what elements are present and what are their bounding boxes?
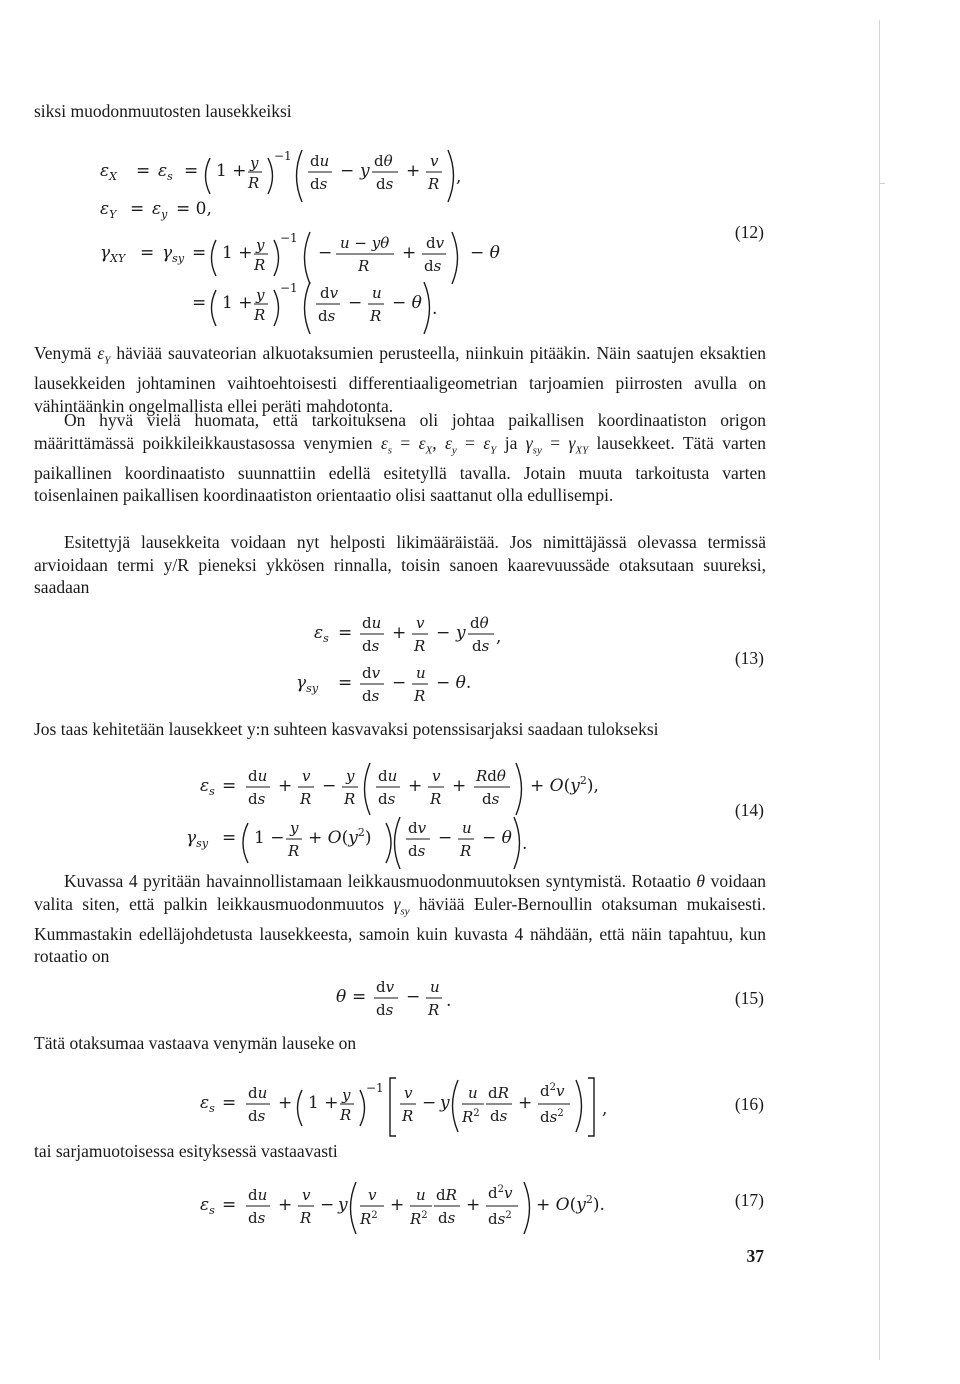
svg-text:du: du [248,1186,268,1204]
svg-text:dv: dv [426,234,445,252]
svg-text:dv: dv [376,978,395,996]
svg-text:,: , [456,167,462,187]
equation-12 [100,130,660,370]
svg-text:ds: ds [378,790,396,808]
svg-text:y: y [456,623,466,643]
svg-text:=: = [136,161,151,181]
svg-text:+: + [402,243,417,263]
svg-text:v: v [432,767,441,785]
svg-text:R: R [370,307,382,325]
page-number: 37 [746,1246,764,1266]
svg-text:γsy: $\gamma_{sy}$ [296,673,319,695]
svg-text:1 +: 1 + [222,243,253,263]
svg-text:εY: $\varepsilon_Y$ [100,199,117,221]
svg-text:dθ: dθ [374,152,393,170]
svg-text:y: y [360,161,370,181]
svg-text:−1: −1 [274,149,292,163]
svg-text:y: y [290,819,299,837]
equation-14 [186,755,656,870]
svg-text:εs: $\varepsilon_s$ [158,161,173,183]
paragraph-7: tai sarjamuotoisessa esityksessä vastaavasti [34,1141,338,1161]
svg-text:ds: ds [490,1107,508,1125]
svg-text:=: = [352,987,367,1007]
svg-text:εs: $\varepsilon_s$ [200,1093,215,1115]
svg-text:,: , [602,1099,608,1119]
svg-text:εs: $\varepsilon_s$ [200,776,215,798]
svg-text:ds: ds [248,1107,266,1125]
svg-text:=: = [338,673,353,693]
svg-text:+: + [406,161,421,181]
svg-text:−1: −1 [280,281,298,295]
svg-text:ds: ds [310,175,328,193]
svg-text:ds: ds [482,790,500,808]
svg-text:ds: ds [248,1209,266,1227]
svg-text:ds: ds [376,175,394,193]
svg-text:dθ: dθ [470,614,489,632]
equation-15 [336,966,476,1031]
svg-text:− θ: − θ [470,243,500,263]
svg-text:+: + [408,776,423,796]
svg-text:dR: dR [488,1084,509,1102]
svg-text:−: − [322,776,337,796]
svg-text:θ: θ [336,987,347,1007]
equation-number-14: (14) [734,800,764,820]
svg-text:=: = [140,243,155,263]
svg-text:+: + [390,1195,405,1215]
svg-text:R2: $R^2$ [360,1210,378,1228]
svg-text:v: v [430,152,439,170]
svg-text:dv: dv [362,664,381,682]
svg-text:.: . [432,299,438,319]
paragraph-4: Jos taas kehitetään lausekkeet y:n suhteen kasvavaksi potenssisarjaksi saadaan tulokseksi [34,719,659,739]
svg-text:+: + [278,776,293,796]
paragraph-6: Tätä otaksumaa vastaava venymän lauseke on [34,1033,357,1053]
svg-text:+: + [466,1195,481,1215]
svg-text:−: − [392,673,407,693]
svg-text:du: du [362,614,382,632]
svg-text:−: − [438,828,453,848]
equation-number-16: (16) [734,1094,764,1114]
svg-text:−: − [406,987,421,1007]
svg-text:R: R [460,842,472,860]
equation-13 [296,598,556,713]
svg-text:1 +: 1 + [308,1093,339,1113]
equation-16 [200,1068,620,1143]
svg-text:+: + [278,1093,293,1113]
svg-text:ds: ds [318,307,336,325]
paragraph-2: On hyvä vielä huomata, että tarkoituksena oli johtaa paikallisen koordinaatiston origon määrittämässä poikkileikkaustasossa venymien $\varepsilon_s = \varepsilon_X$, $\varepsilon_y = \varepsilon_Y$ ja $\gamma_{sy} = \gamma_{XY}$ lausekkeet. Tätä varten paikallinen koordinaatisto suunnattiin edellä esitetyllä tavalla. Jotain muuta tarkoitusta varten toisenlainen paikallisen koordinaatiston orientaatio olisi saattanut olla edullisempi. [34,410,766,505]
svg-text:R: R [430,790,442,808]
svg-text:εy: $\varepsilon_y$ [152,199,168,221]
svg-text:γXY: $\gamma_{XY}$ [100,243,126,265]
paragraph-3: Esitettyjä lausekkeita voidaan nyt helposti likimääräistää. Jos nimittäjässä olevassa termissä arvioidaan termi y/R pieneksi ykkösen rinnalla, toisin sanoen kaarevuussäde otaksutaan suureksi, saadaan [34,532,766,597]
svg-text:y: y [250,154,259,172]
svg-text:R: R [300,790,312,808]
svg-text:R: R [254,306,266,324]
svg-text:d2v: $d^2v$ [540,1082,565,1100]
svg-text:u: u [468,1084,478,1102]
paragraph-1-text: häviää sauvateorian alkuotaksumien perusteella, niinkuin pitääkin. Näin saatujen eksaktien lausekkeiden johtaminen vaihtoehtoisesti differentiaaligeometrian tarjoamien piirrosten avulla on vähintäänkin ongelmallista ellei peräti mahdotonta. [34,343,766,416]
equation-number-17: (17) [734,1190,764,1210]
svg-text:−: − [422,1093,437,1113]
svg-text:+: + [278,1195,293,1215]
svg-text:y: y [256,236,265,254]
paragraph-5: Kuvassa 4 pyritään havainnollistamaan leikkausmuodonmuutoksen syntymistä. Rotaatio θ voidaan valita siten, että palkin leikkausmuodonmuutos $\gamma_{sy}$ häviää Euler-Bernoullin otaksuman mukaisesti. Kummastakin edelläjohdetusta lausekkeesta, samoin kuin kuvasta 4 nähdään, että näin tapahtuu, kun rotaatio on [34,871,766,966]
svg-text:ds: ds [362,687,380,705]
svg-text:=: = [222,1195,237,1215]
svg-text:+ O(y2).: + $O(y^2)$. [536,1193,605,1215]
svg-text:−1: −1 [280,231,298,245]
svg-text:d2v: $d^2v$ [488,1184,513,1202]
svg-text:=: = [222,776,237,796]
svg-text:R: R [402,1107,414,1125]
svg-text:=: = [222,828,237,848]
svg-text:v: v [302,1186,311,1204]
svg-text:dv: dv [408,819,427,837]
equation-number-12: (12) [734,222,764,242]
svg-text:dR: dR [436,1186,457,1204]
equation-number-15: (15) [734,988,764,1008]
svg-text:−: − [320,1195,335,1215]
svg-text:y: y [256,286,265,304]
svg-text:εX: $\varepsilon_X$ [100,161,117,183]
svg-text:ds: ds [438,1209,456,1227]
svg-text:u: u [462,819,472,837]
svg-text:+ O(y2),: + $O(y^2)$, [530,774,599,796]
svg-text:R: R [428,1001,440,1019]
svg-text:ds: ds [424,257,442,275]
intro-line: siksi muodonmuutosten lausekkeiksi [34,101,292,121]
svg-text:1 −: 1 − [254,828,285,848]
svg-text:ds: ds [248,790,266,808]
inline-sub-y: Y [104,354,111,367]
svg-text:v: v [404,1084,413,1102]
svg-text:v: v [302,767,311,785]
svg-text:R: R [254,256,266,274]
svg-text:=: = [192,243,207,263]
svg-text:du: du [248,1084,268,1102]
svg-text:− θ: − θ [392,293,422,313]
svg-text:= 0,: = 0, [176,199,212,219]
svg-text:− θ: − θ [482,828,512,848]
margin-tick [879,183,885,184]
svg-text:du: du [378,767,398,785]
svg-text:−: − [348,293,363,313]
svg-text:=: = [130,199,145,219]
svg-text:1 +: 1 + [222,293,253,313]
svg-text:R: R [344,790,356,808]
svg-text:ds: ds [376,1001,394,1019]
svg-text:dv: dv [320,284,339,302]
svg-text:R: R [358,257,370,275]
svg-text:1 +: 1 + [216,161,247,181]
svg-text:−1: −1 [366,1081,384,1095]
equation-number-13: (13) [734,648,764,668]
svg-text:+ O(y2): + $O(y^2)$ [308,826,372,848]
svg-text:R: R [428,175,440,193]
svg-text:u: u [416,664,426,682]
svg-text:γsy: $\gamma_{sy}$ [162,243,185,265]
svg-text:R: R [414,637,426,655]
svg-text:ds2: $ds^2$ [488,1210,512,1228]
svg-text:v: v [416,614,425,632]
svg-text:y: y [346,767,355,785]
svg-text:=: = [222,1093,237,1113]
svg-text:R2: $R^2$ [462,1108,480,1126]
svg-text:R: R [340,1106,352,1124]
svg-text:ds: ds [472,637,490,655]
svg-text:R: R [248,174,260,192]
svg-text:R: R [414,687,426,705]
svg-text:γsy: $\gamma_{sy}$ [186,828,209,850]
paragraph-1: Venymä $\varepsilon_Y$ häviää sauvateorian alkuotaksumien perusteella, niinkuin pitääkin. Näin saatujen eksaktien lausekkeiden johtaminen vaihtoehtoisesti differentiaaligeometrian tarjoamien piirrosten avulla on vähintäänkin ongelmallista ellei peräti mahdotonta. [34,343,766,416]
svg-text:y: y [440,1093,450,1113]
svg-text:v: v [368,1186,377,1204]
svg-text:−: − [340,161,355,181]
svg-text:u − yθ: u − yθ [340,234,390,252]
svg-text:u: u [430,978,440,996]
svg-text:u: u [372,284,382,302]
svg-text:εs: $\varepsilon_s$ [200,1195,215,1217]
equation-17 [200,1172,620,1243]
svg-text:y: y [338,1195,348,1215]
svg-text:du: du [310,152,330,170]
svg-text:+: + [518,1093,533,1113]
svg-text:=: = [184,161,199,181]
svg-text:R: R [288,842,300,860]
svg-text:R2: $R^2$ [410,1210,428,1228]
svg-text:Rdθ: Rdθ [476,767,506,785]
svg-text:ds: ds [362,637,380,655]
svg-text:−: − [436,623,451,643]
svg-text:=: = [192,293,207,313]
svg-text:+: + [452,776,467,796]
svg-text:− θ.: − θ. [436,673,472,693]
svg-text:R: R [300,1209,312,1227]
svg-text:,: , [496,627,502,647]
svg-text:y: y [342,1086,351,1104]
svg-text:=: = [338,623,353,643]
margin-rule [879,20,880,1360]
svg-text:.: . [522,834,528,854]
inline-eps-y: ε [97,343,105,363]
svg-text:−: − [318,243,333,263]
svg-text:εs: $\varepsilon_s$ [314,623,329,645]
svg-text:u: u [416,1186,426,1204]
svg-text:ds: ds [408,842,426,860]
svg-text:ds2: $ds^2$ [540,1108,564,1126]
svg-text:+: + [392,623,407,643]
svg-text:.: . [446,991,452,1011]
svg-text:du: du [248,767,268,785]
